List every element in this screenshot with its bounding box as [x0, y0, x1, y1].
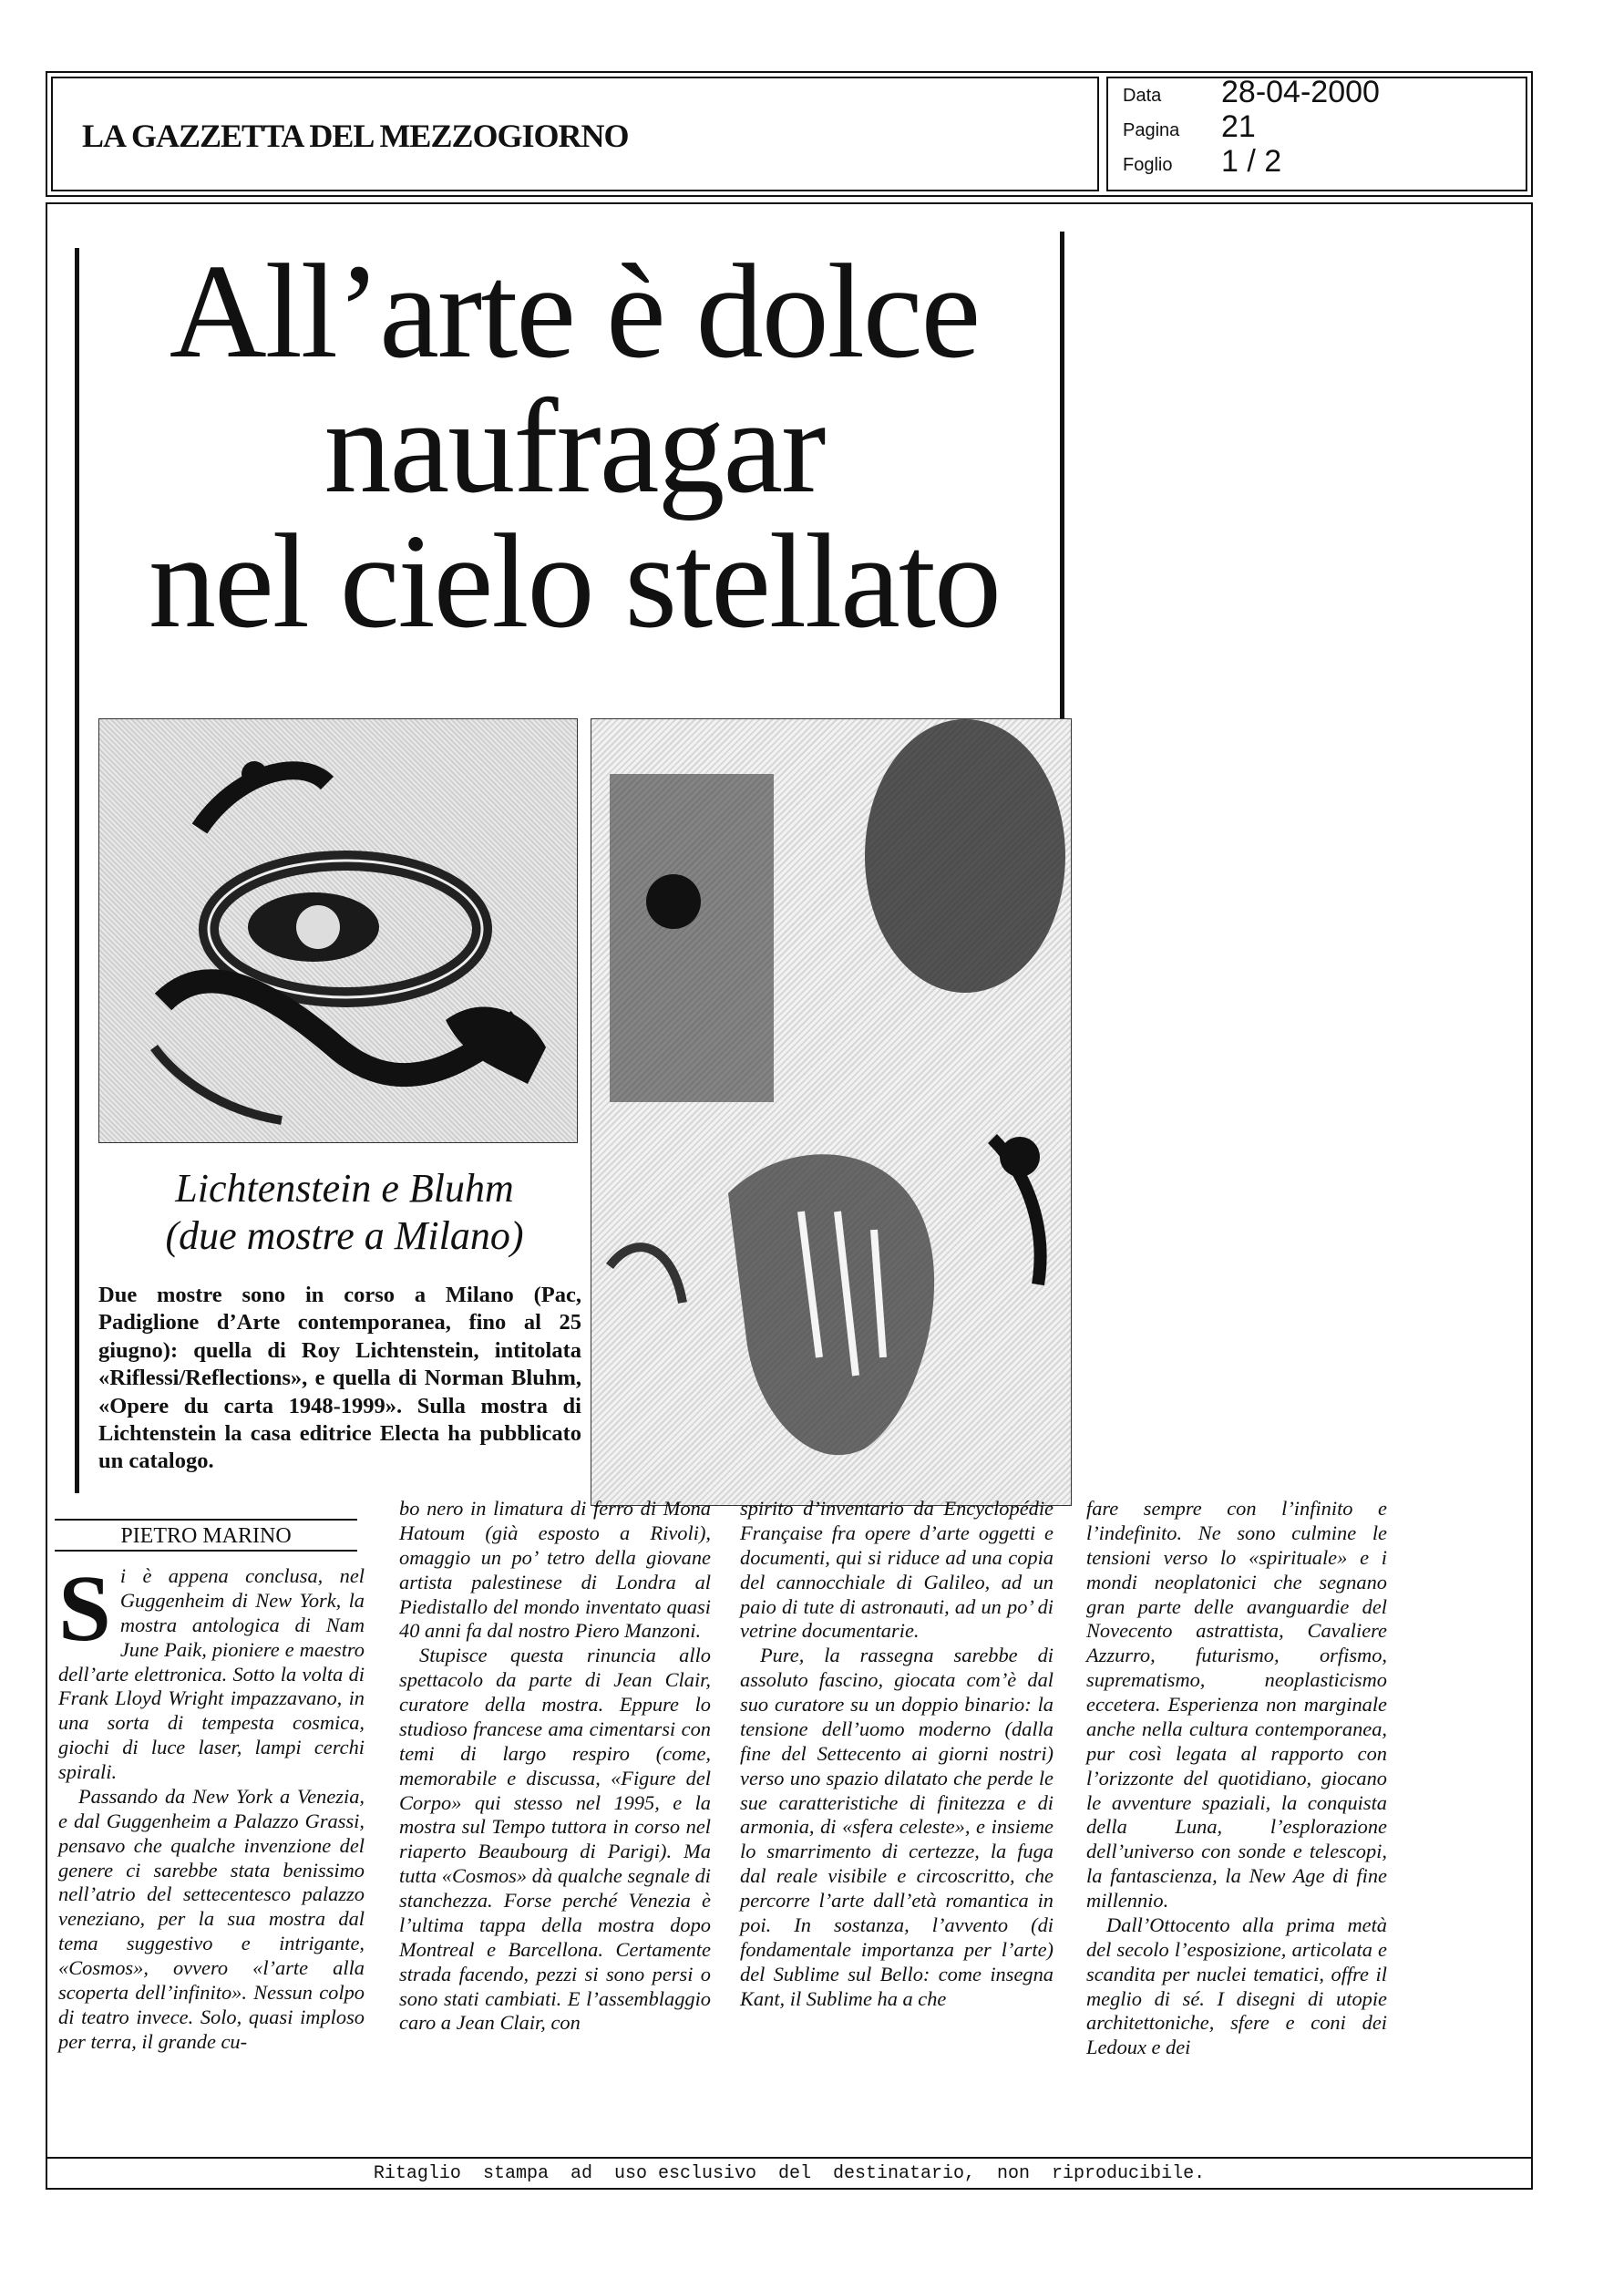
subhead-line-2: (due mostre a Milano)	[165, 1212, 524, 1258]
article-summary: Due mostre sono in corso a Milano (Pac, Padiglione d’Arte contemporanea, fino al 25 giugno): quella di Roy Lichtenstein, intitolata «Riflessi/Reflections», e quella di Norman Bluhm, «Opere du carta 1948-1999». Sulla mostra di Lichtenstein la casa editrice Electa ha pubblicato un catalogo.	[98, 1283, 581, 1474]
byline-rule-bottom	[55, 1550, 357, 1552]
foglio-value: 1 / 2	[1221, 144, 1282, 179]
article-column-1	[58, 1556, 365, 2055]
col2-paragraph-1: bo nero in limatura di ferro di Mona Hatoum (già esposto a Rivoli), omaggio un po’ tetro della giovane artista palestinese di Londra al Piedistallo del mondo inventato quasi 40 anni fa dal nostro Piero Manzoni.	[399, 1497, 711, 1643]
article-column-4	[1086, 1497, 1387, 2060]
bluhm-artwork-photo	[591, 718, 1072, 1506]
lichtenstein-artwork-photo	[98, 718, 578, 1143]
headline-line-3: nel cielo stellato	[149, 507, 1000, 656]
copyright-notice: Ritaglio stampa ad uso esclusivo del destinatario, non riproducibile.	[373, 2163, 1206, 2184]
article-column-3	[740, 1497, 1054, 2011]
article-headline	[100, 237, 1048, 656]
pagina-value: 21	[1221, 109, 1256, 144]
newspaper-masthead: LA GAZZETTA DEL MEZZOGIORNO	[82, 118, 629, 154]
col1-lead-text: i è appena conclusa, nel Guggenheim di New York, la mostra antologica di Nam June Paik, pioniere e maestro dell’arte elettronica. Sotto la volta di Frank Lloyd Wright impazzavano, in una sorta di tempesta cosmica, giochi di luce laser, lampi cerchi spirali.	[58, 1564, 365, 1783]
col2-paragraph-2: Stupisce questa rinuncia allo spettacolo da parte di Jean Clair, curatore della mostra. Eppure lo studioso francese ama cimentarsi con temi di largo respiro (come, memorabile e discussa, «Figure del Corpo» qui stesso nel 1995, e la mostra sul Tempo tuttora in corso nel riaperto Beaubourg di Parigi). Ma tutta «Cosmos» dà qualche segnale di stanchezza. Forse perché Venezia è l’ultima tappa della mostra dopo Montreal e Barcellona. Certamente strada facendo, pezzi si sono persi o sono stati cambiati. E l’assemblaggio caro a Jean Clair, con	[399, 1644, 711, 2035]
abstract-painting-illustration	[591, 719, 1071, 1505]
col3-paragraph-1: spirito d’inventario da Encyclopédie Française fra opere d’arte oggetti e documenti, qui si riduce ad una copia del cannocchiale di Galileo, ad un paio di tute di astronauti, ad un po’ di vetrine documentarie.	[740, 1497, 1054, 1643]
foglio-label: Foglio	[1123, 155, 1173, 175]
drop-cap: S	[58, 1556, 111, 1661]
col3-paragraph-2: Pure, la rassegna sarebbe di assoluto fascino, giocata com’è dal suo curatore su un doppio binario: la tensione dell’uomo moderno (dalla fine del Settecento ai giorni nostri) verso uno spazio dilatato che perde le sue caratteristiche di finitezza e di armonia, di «sfera celeste», e insieme lo smarrimento di certezze, la fuga dal reale visibile e circoscritto, che percorre l’arte dall’età romantica in poi. In sostanza, l’avvento (di fondamentale importanza per l’arte) del Sublime sul Bello: come insegna Kant, il Sublime ha a che	[740, 1644, 1054, 2010]
data-value: 28-04-2000	[1221, 75, 1380, 109]
left-vertical-rule	[75, 248, 79, 1493]
article-column-2	[399, 1497, 711, 2036]
pagina-label: Pagina	[1123, 120, 1180, 140]
data-label: Data	[1123, 86, 1162, 106]
headline-line-1: All’arte è dolce	[169, 237, 980, 387]
col4-paragraph-1: fare sempre con l’infinito e l’indefinito. Ne sono culmine le tensioni verso lo «spirituale» e i mondi neoplatonici che segnano gran parte delle avanguardie del Novecento astrattista, Cavaliere Azzurro, futurismo, orfismo, suprematismo, neoplasticismo eccetera. Esperienza non marginale anche nella cultura contemporanea, pur così legata al rapporto con l’orizzonte del quotidiano, giocano le avventure spaziali, la conquista della Luna, l’esplorazione dell’universo con sonde e telescopi, la fantascienza, la New Age di fine millennio.	[1086, 1497, 1387, 1912]
headline-line-2: naufragar	[324, 372, 825, 521]
byline: PIETRO MARINO	[120, 1524, 292, 1548]
article-subhead	[98, 1165, 591, 1260]
subhead-line-1: Lichtenstein e Bluhm	[175, 1166, 514, 1211]
col4-paragraph-2: Dall’Ottocento alla prima metà del secolo l’esposizione, articolata e scandita per nuclei tematici, offre il meglio di sé. I disegni di utopie architettoniche, sfere e coni dei Ledoux e dei	[1086, 1913, 1387, 2059]
col1-paragraph-2: Passando da New York a Venezia, e dal Guggenheim a Palazzo Grassi, pensavo che qualche invenzione del genere ci sarebbe stata benissimo nell’atrio del settecentesco palazzo veneziano, per la sua mostra dal tema suggestivo e intrigante, «Cosmos», ovvero «l’arte alla scoperta dell’infinito». Nessun colpo di teatro invece. Solo, quasi imploso per terra, il grande cu-	[58, 1784, 365, 2053]
cosmic-shapes-illustration	[99, 719, 577, 1142]
byline-rule-top	[55, 1519, 357, 1521]
